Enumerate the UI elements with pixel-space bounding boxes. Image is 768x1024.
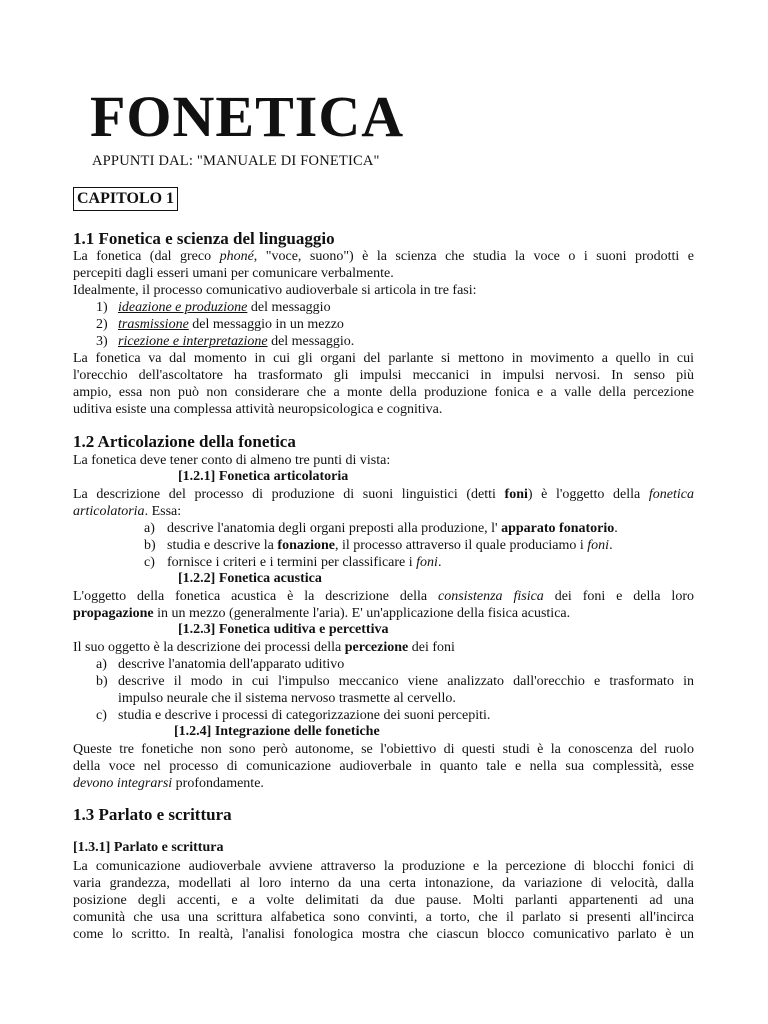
document-title: FONETICA [90, 84, 405, 149]
paragraph-line: l'orecchio dell'ascoltatore ha trasformato gli impulsi meccanici in impulsi nervosi. In senso più [73, 368, 694, 383]
paragraph-line: La comunicazione audioverbale avviene attraverso la produzione e la percezione di blocchi fonici di [73, 859, 694, 874]
paragraph-line: della voce nel processo di comunicazione audioverbale in quanto tale e nella sua complessità, esse [73, 759, 694, 774]
paragraph-line: Idealmente, il processo comunicativo audioverbale si articola in tre fasi: [73, 283, 477, 298]
subsection-1-3-1-heading: [1.3.1] Parlato e scrittura [73, 840, 224, 855]
subsection-1-2-3-heading: [1.2.3] Fonetica uditiva e percettiva [178, 622, 389, 637]
paragraph-line: propagazione in un mezzo (generalmente l'aria). E' un'applicazione della fisica acustica. [73, 606, 571, 621]
document-subtitle: APPUNTI DAL: "MANUALE DI FONETICA" [92, 153, 380, 169]
paragraph-line: posizione degli accenti, e a volte delimitati da due pause. Molti parlanti appartenenti ad una [73, 893, 694, 908]
chapter-label: CAPITOLO 1 [73, 187, 178, 211]
paragraph-line: come lo scritto. In realtà, l'analisi fonologica mostra che ciascun blocco comunicativo parlato è un [73, 927, 694, 942]
paragraph-line: articolatoria. Essa: [73, 504, 182, 519]
paragraph-line: devono integrarsi profondamente. [73, 776, 264, 791]
paragraph-line: La descrizione del processo di produzione di suoni linguistici (detti foni) è l'oggetto della fonetica [73, 487, 694, 502]
subsection-1-2-1-heading: [1.2.1] Fonetica articolatoria [178, 469, 349, 484]
subsection-1-2-2-heading: [1.2.2] Fonetica acustica [178, 571, 322, 586]
paragraph-line: La fonetica deve tener conto di almeno tre punti di vista: [73, 453, 391, 468]
subsection-1-2-4-heading: [1.2.4] Integrazione delle fonetiche [174, 724, 380, 739]
paragraph-line: Il suo oggetto è la descrizione dei processi della percezione dei foni [73, 640, 455, 655]
section-1-1-heading: 1.1 Fonetica e scienza del linguaggio [73, 229, 335, 248]
paragraph-line: percepiti dagli esseri umani per comunicare verbalmente. [73, 266, 394, 281]
section-1-3-heading: 1.3 Parlato e scrittura [73, 805, 232, 824]
paragraph-line: Queste tre fonetiche non sono però autonome, se l'obiettivo di questi studi è la conoscenza del ruolo [73, 742, 694, 757]
paragraph-line: comunità che usa una scrittura alfabetica sono convinti, a torto, che il parlato si presenti all'incirca [73, 910, 694, 925]
paragraph-line: L'oggetto della fonetica acustica è la descrizione della consistenza fisica dei foni e della loro [73, 589, 694, 604]
section-1-2-heading: 1.2 Articolazione della fonetica [73, 432, 296, 451]
paragraph-line: La fonetica va dal momento in cui gli organi del parlante si mettono in movimento a quello in cui [73, 351, 694, 366]
paragraph-line: varia grandezza, modellati al loro interno da una certa intonazione, da variazione di velocità, dalla [73, 876, 694, 891]
paragraph-line: ampio, essa non può non considerare che a monte della produzione fonica e a valle della percezione [73, 385, 694, 400]
document-page: FONETICA APPUNTI DAL: "MANUALE DI FONETICA" CAPITOLO 1 1.1 Fonetica e scienza del linguaggio La fonetica (dal greco phoné, "voce, suono") è la scienza che studia la voce o i suoni prodotti e percepiti dagli esseri umani per comunicare verbalmente. Idealmente, il processo comunicativo audioverbale si articola in tre fasi: 1) ideazione e produzione del messaggio 2) trasmissione del messaggio in un mezzo 3) ricezione e interpretazione del messaggio. La fonetica va dal momento in cui gli organi del parlante si mettono in movimento a quello in cui l'orecchio dell'ascoltatore ha trasformato gli impulsi meccanici in impulsi nervosi. In senso più ampio, essa non può non considerare che a monte della produzione fonica e a valle della percezione uditiva esiste una complessa attività neuropsicologica e cognitiva. 1.2 Articolazione della fonetica La fonetica deve tener conto di almeno tre punti di vista: [1.2.1] Fonetica articolatoria La descrizione del processo di produzione di suoni linguistici (detti foni) è l'oggetto della fonetica articolatoria. Essa: a) descrive l'anatomia degli organi preposti alla produzione, l' apparato fonatorio. b) studia e descrive la fonazione, il processo attraverso il quale produciamo i foni. c) fornisce i criteri e i termini per classificare i foni. [1.2.2] Fonetica acustica L'oggetto della fonetica acustica è la descrizione della consistenza fisica dei foni e della loro propagazione in un mezzo (generalmente l'aria). E' un'applicazione della fisica acustica. [1.2.3] Fonetica uditiva e percettiva Il suo oggetto è la descrizione dei processi della percezione dei foni a) descrive l'anatomia dell'apparato uditivo b) descrive il modo in cui l'impulso meccanico viene analizzato dall'orecchio e trasformato in impulso neurale che il sistema nervoso trasmette al cervello. c) studia e descrive i processi di categorizzazione dei suoni percepiti. [1.2.4] Integrazione delle fonetiche Queste tre fonetiche non sono però autonome, se l'obiettivo di questi studi è la conoscenza del ruolo della voce nel processo di comunicazione audioverbale in quanto tale e nella sua complessità, esse devono integrarsi profondamente. 1.3 Parlato e scrittura [1.3.1] Parlato e scrittura La comunicazione audioverbale avviene attraverso la produzione e la percezione di blocchi fonici di varia grandezza, modellati al loro interno da una certa intonazione, da variazione di velocità, dalla posizione degli accenti, e a volte delimitati da due pause. Molti parlanti appartenenti ad una comunità che usa una scrittura alfabetica sono convinti, a torto, che il parlato si presenti all'incirca come lo scritto. In realtà, l'analisi fonologica mostra che ciascun blocco comunicativo parlato è un [73, 84, 694, 942]
paragraph-line: La fonetica (dal greco phoné, "voce, suono") è la scienza che studia la voce o i suoni prodotti e [73, 249, 694, 264]
paragraph-line: uditiva esiste una complessa attività neuropsicologica e cognitiva. [73, 402, 443, 417]
